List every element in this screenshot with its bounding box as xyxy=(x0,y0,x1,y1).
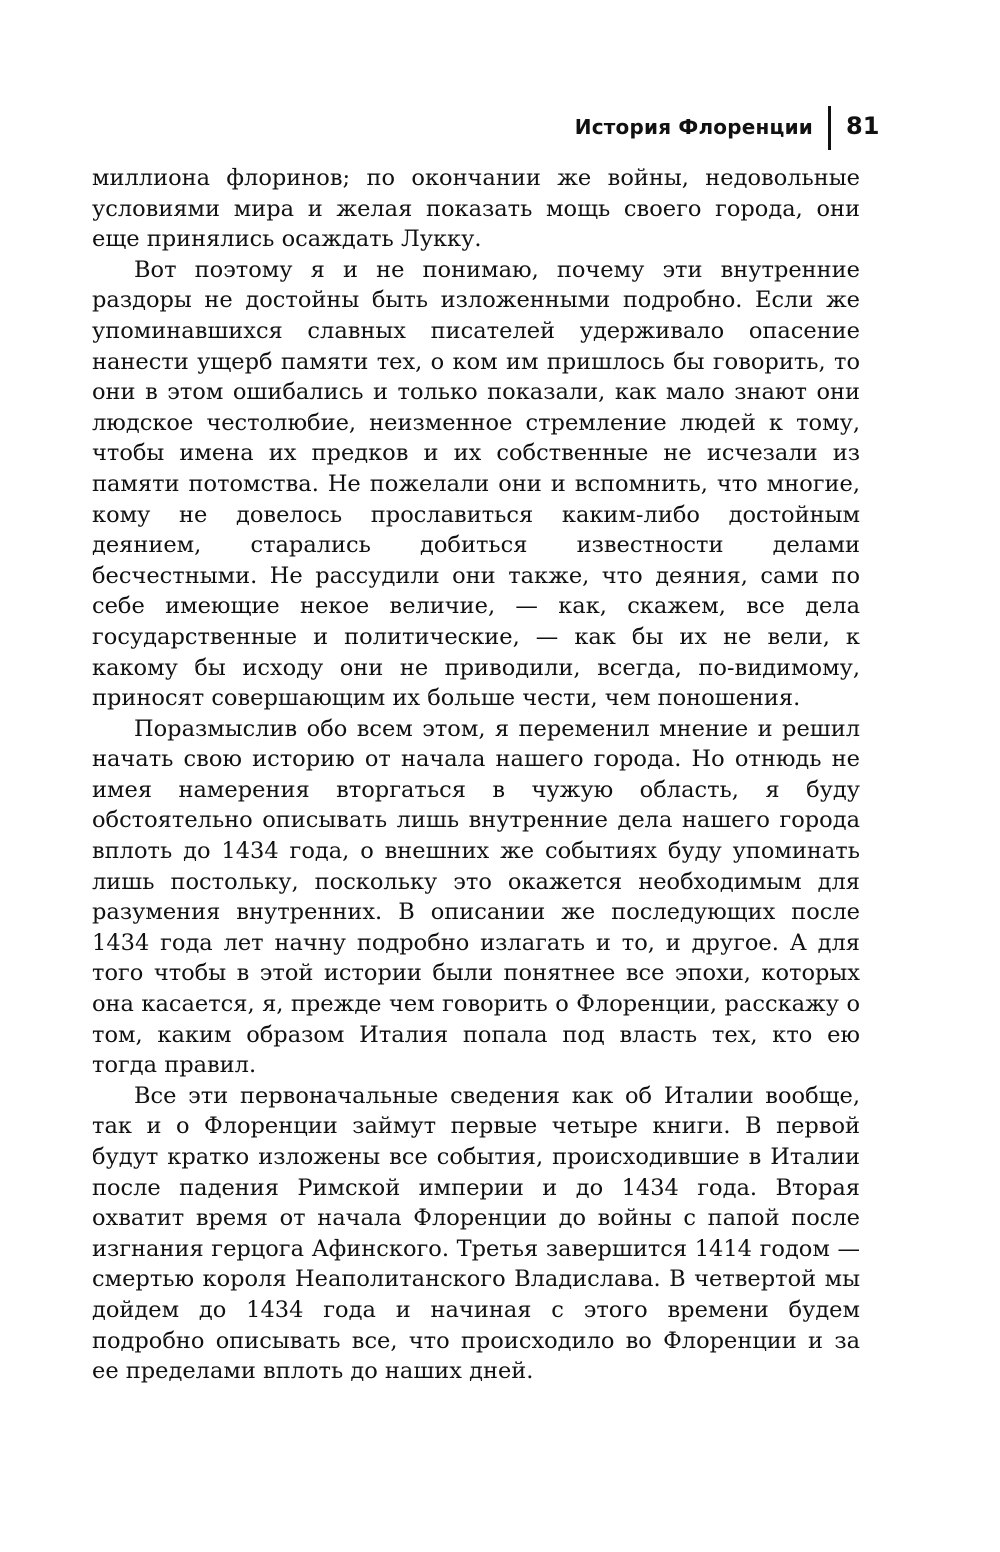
paragraph: Поразмыслив обо всем этом, я переменил мнение и решил начать свою историю от начала нашего города. Но отнюдь не имея намерения вторгаться в чужую область, я буду обстоятельно описывать лишь внутренние дела нашего города вплоть до 1434 года, о внешних же событиях буду упоминать лишь постольку, поскольку это окажется необходимым для разумения внутренних. В описании же последующих после 1434 года лет начну подробно излагать и то, и другое. А для того чтобы в этой истории были понятнее все эпохи, которых она касается, я, прежде чем говорить о Флоренции, расскажу о том, каким образом Италия попала под власть тех, кто ею тогда правил. xyxy=(92,715,860,1079)
running-title: История Флоренции xyxy=(574,115,813,139)
running-header xyxy=(0,102,1000,150)
paragraph: Вот поэтому я и не понимаю, почему эти внутренние раздоры не достойны быть изложенными подробно. Если же упоминавшихся славных писателей удерживало опасение нанести ущерб памяти тех, о ком им пришлось бы говорить, то они в этом ошибались и только показали, как мало знают они людское честолюбие, неизменное стремление людей к тому, чтобы имена их предков и их собственные не исчезали из памяти потомства. Не пожелали они и вспомнить, что многие, кому не довелось прославиться каким-либо достойным деянием, старались добиться известности делами бесчестными. Не рассудили они также, что деяния, сами по себе имеющие некое величие, — как, скажем, все дела государственные и политические, — как бы их не вели, к какому бы исходу они не приводили, всегда, по-видимому, приносят совершающим их больше чести, чем поношения. xyxy=(92,256,860,712)
page-number: 81 xyxy=(846,112,880,140)
header-divider xyxy=(828,106,831,150)
paragraph-continued: миллиона флоринов; по окончании же войны, недовольные условиями мира и желая показать мощь своего города, они еще принялись осаждать Лукку. xyxy=(92,165,860,253)
text-body xyxy=(92,163,860,1387)
paragraph: Все эти первоначальные сведения как об Италии вообще, так и о Флоренции займут первые четыре книги. В первой будут кратко изложены все события, происходившие в Италии после падения Римской империи и до 1434 года. Вторая охватит время от начала Флоренции до войны с папой после изгнания герцога Афинского. Третья завершится 1414 годом — смертью короля Неаполитанского Владислава. В четвертой мы дойдем до 1434 года и начиная с этого времени будем подробно описывать все, что происходило во Флоренции и за ее пределами вплоть до наших дней. xyxy=(92,1082,860,1385)
